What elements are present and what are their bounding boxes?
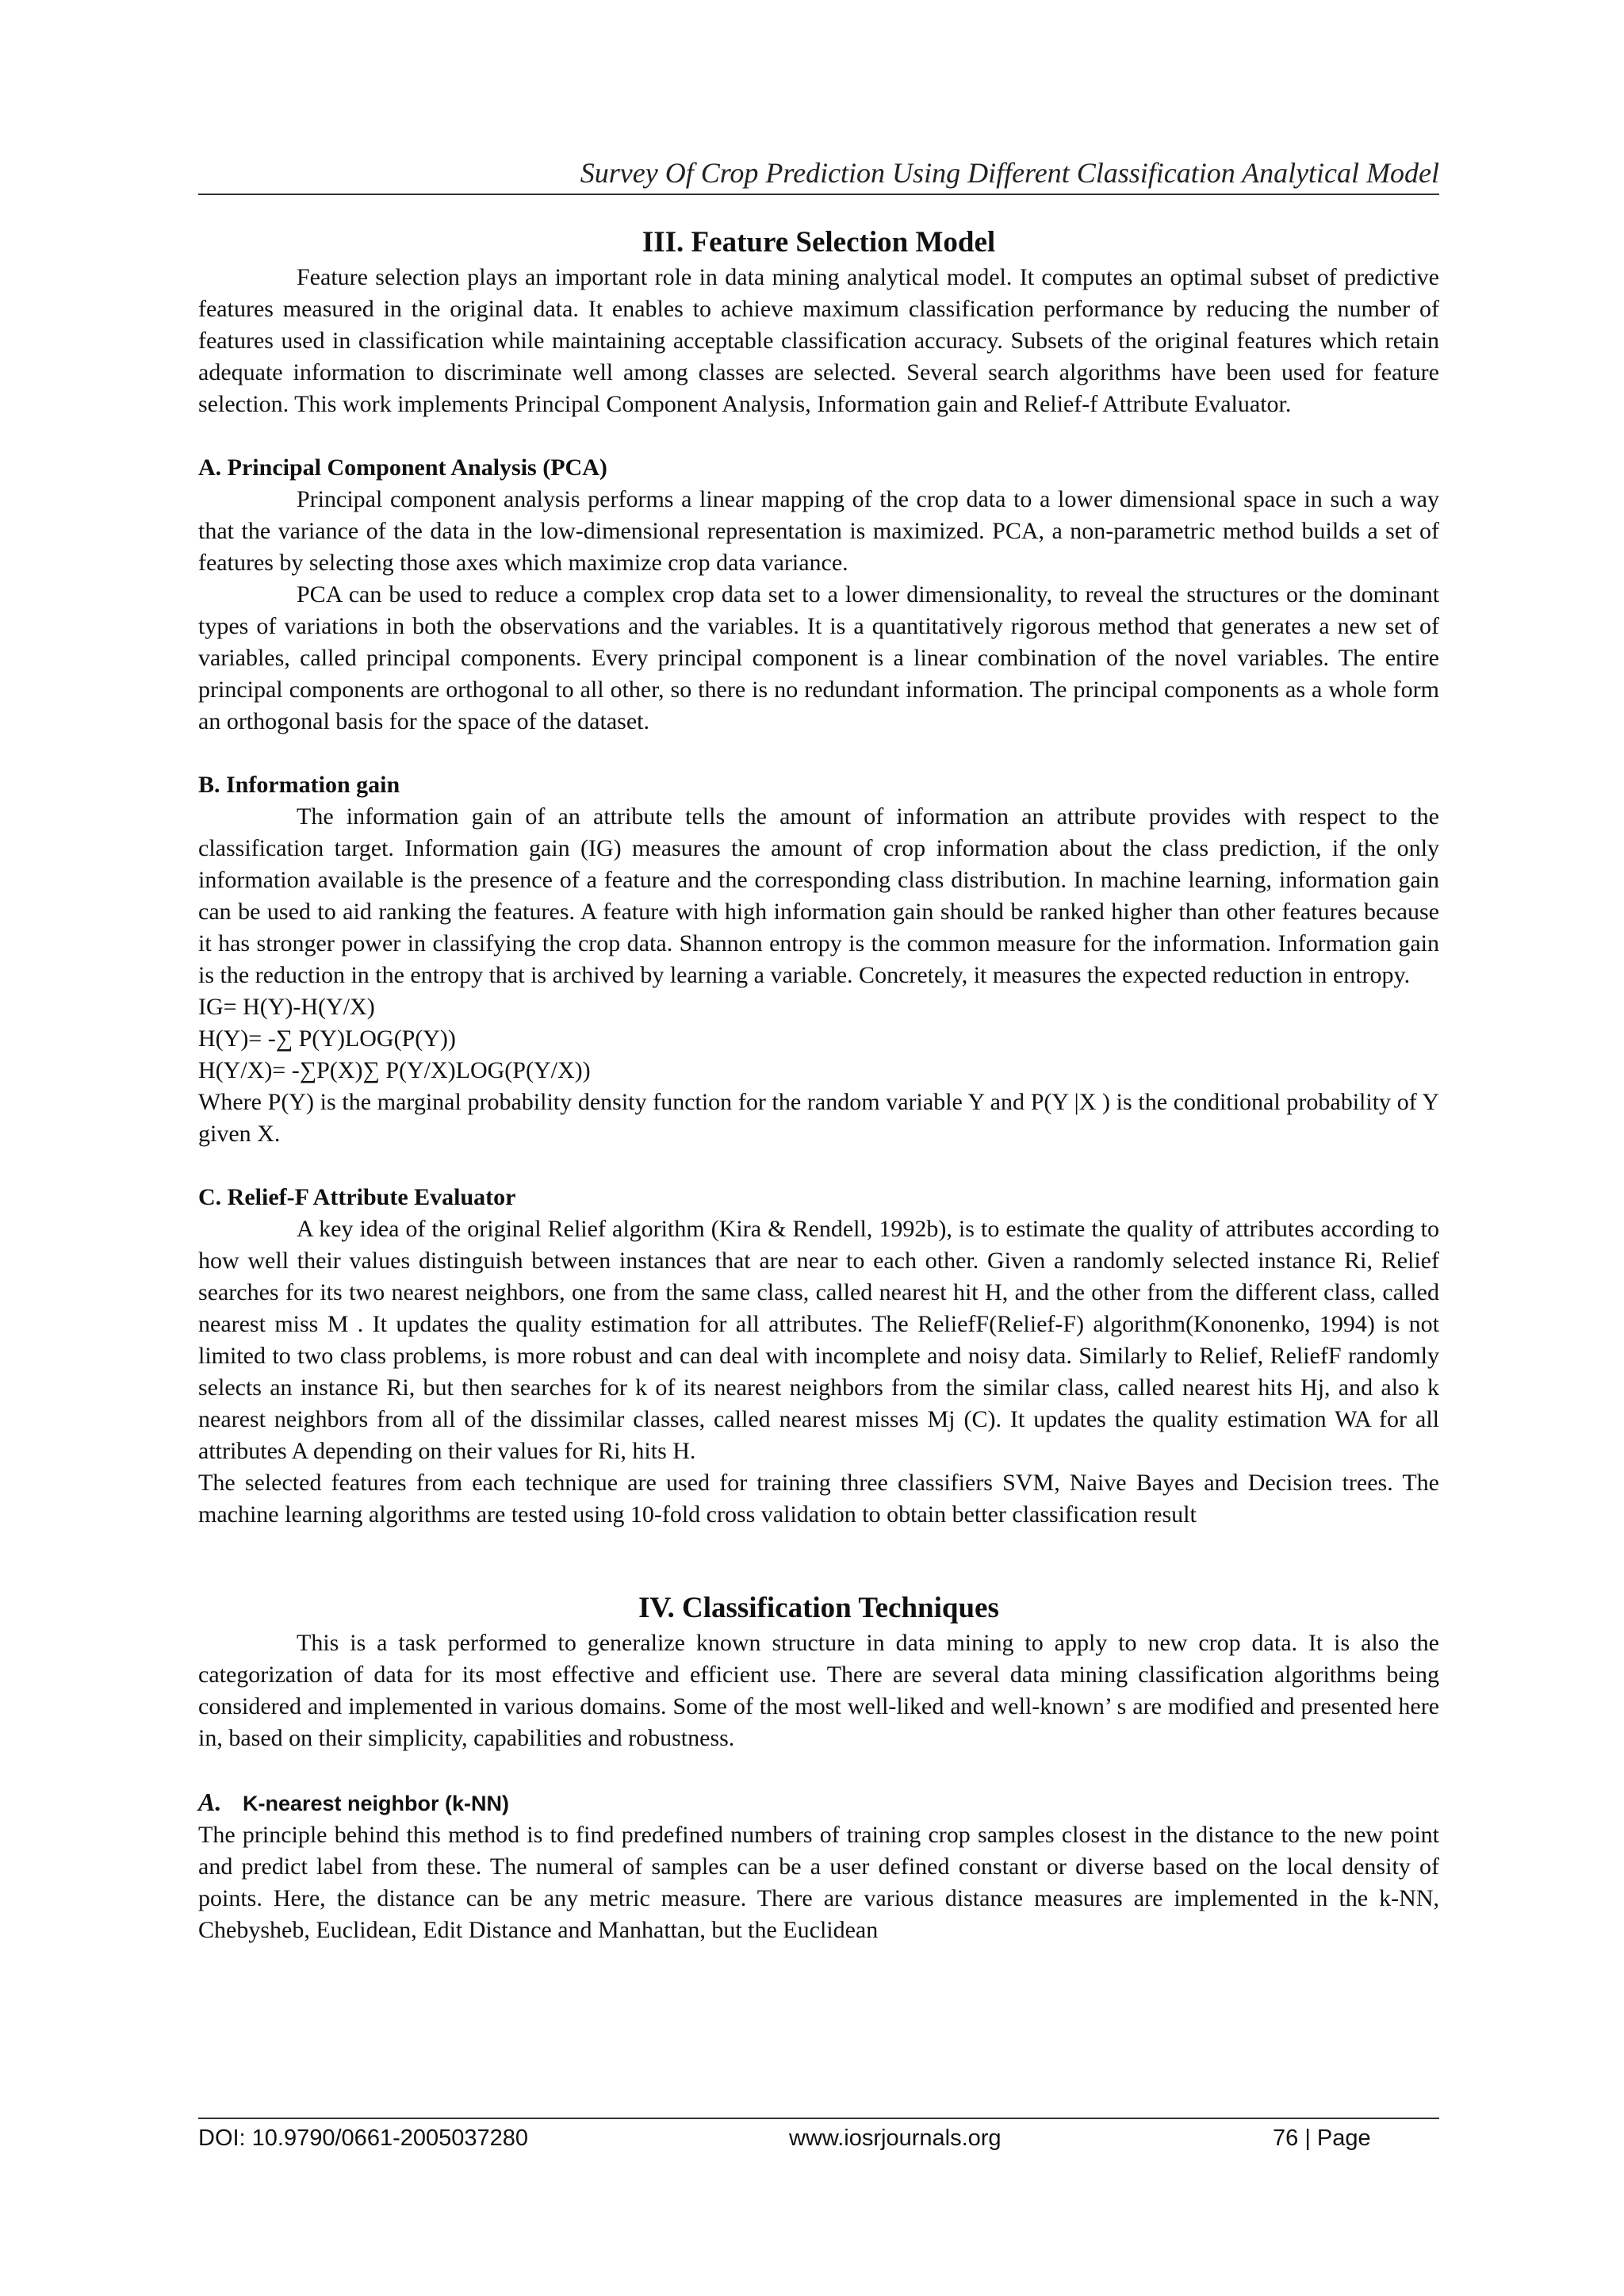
spacer	[198, 420, 1439, 452]
equation-entropy: H(Y)= -∑ P(Y)LOG(P(Y))	[198, 1025, 456, 1052]
paragraph-pca-2: PCA can be used to reduce a complex crop data set to a lower dimensionality, to reveal the structures or the dominant types of variations in both the observations and the variables. It is a quantitatively rigorous method that generates a new set of variables, called principal components. Every principal component is a linear combination of the novel variables. The entire principal components are orthogonal to all other, so there is no redundant information. The principal components as a whole form an orthogonal basis for the space of the dataset.	[198, 581, 1439, 734]
subsection-letter: A.	[198, 1788, 222, 1816]
subsection-title-relief-f: C. Relief-F Attribute Evaluator	[198, 1184, 516, 1210]
subsection-title-pca: A. Principal Component Analysis (PCA)	[198, 454, 607, 481]
footer-rule	[198, 2118, 1439, 2119]
equation-ig: IG= H(Y)-H(Y/X)	[198, 994, 375, 1020]
spacer	[198, 1531, 1439, 1591]
footer-website: www.iosrjournals.org	[789, 2125, 1002, 2151]
paragraph-feature-selection-intro: Feature selection plays an important role in data mining analytical model. It computes an optimal subset of predictive features measured in the original data. It enables to achieve maximum classification performance by reducing the number of features used in classification while maintaining acceptable classification accuracy. Subsets of the original features which retain adequate information to discriminate well among classes are selected. Several search algorithms have been used for feature selection. This work implements Principal Component Analysis, Information gain and Relief-f Attribute Evaluator.	[198, 264, 1439, 417]
section-title-classification-techniques: IV. Classification Techniques	[638, 1592, 999, 1624]
section-title-feature-selection: III. Feature Selection Model	[642, 226, 996, 259]
paragraph-pca-1: Principal component analysis performs a linear mapping of the crop data to a lower dimensional space in such a way that the variance of the data in the low-dimensional representation is maximized. PCA, a non-parametric method builds a set of features by selecting those axes which maximize crop data variance.	[198, 486, 1439, 576]
subsection-title-information-gain: B. Information gain	[198, 772, 400, 798]
paragraph-knn-1: The principle behind this method is to find predefined numbers of training crop samples closest in the distance to the new point and predict label from these. The numeral of samples can be a user defined constant or diverse based on the local density of points. Here, the distance can be any metric measure. There are various distance measures are implemented in the k-NN, Chebysheb, Euclidean, Edit Distance and Manhattan, but the Euclidean	[198, 1822, 1439, 1943]
footer-page-number: 76 | Page	[1273, 2125, 1371, 2151]
spacer	[198, 738, 1439, 769]
equation-conditional-entropy: H(Y/X)= -∑P(X)∑ P(Y/X)LOG(P(Y/X))	[198, 1057, 591, 1083]
subsection-label: K-nearest neighbor (k-NN)	[243, 1792, 510, 1815]
paragraph-information-gain-2: Where P(Y) is the marginal probability density function for the random variable Y and P(Y |X ) is the conditional probability of Y given X.	[198, 1089, 1439, 1147]
article-body	[198, 225, 1439, 1946]
paragraph-classification-intro: This is a task performed to generalize known structure in data mining to apply to new crop data. It is also the categorization of data for its most effective and efficient use. There are several data mining classification algorithms being considered and implemented in various domains. Some of the most well-liked and well-known’ s are modified and presented here in, based on their simplicity, capabilities and robustness.	[198, 1630, 1439, 1751]
spacer	[198, 1754, 1439, 1786]
subsection-title-knn	[198, 1786, 1439, 1819]
paragraph-information-gain-1: The information gain of an attribute tells the amount of information an attribute provides with respect to the classification target. Information gain (IG) measures the amount of crop information about the class prediction, if the only information available is the presence of a feature and the corresponding class distribution. In machine learning, information gain can be used to aid ranking the features. A feature with high information gain should be ranked higher than other features because it has stronger power in classifying the crop data. Shannon entropy is the common measure for the information. Information gain is the reduction in the entropy that is archived by learning a variable. Concretely, it measures the expected reduction in entropy.	[198, 803, 1439, 988]
paragraph-relief-f-2: The selected features from each technique are used for training three classifiers SVM, Naive Bayes and Decision trees. The machine learning algorithms are tested using 10-fold cross validation to obtain better classification result	[198, 1470, 1439, 1527]
paragraph-relief-f-1: A key idea of the original Relief algorithm (Kira & Rendell, 1992b), is to estimate the quality of attributes according to how well their values distinguish between instances that are near to each other. Given a randomly selected instance Ri, Relief searches for its two nearest neighbors, one from the same class, called nearest hit H, and the other from the different class, called nearest miss M . It updates the quality estimation for all attributes. The ReliefF(Relief-F) algorithm(Kononenko, 1994) is not limited to two class problems, is more robust and can deal with incomplete and noisy data. Similarly to Relief, ReliefF randomly selects an instance Ri, but then searches for k of its nearest neighbors from the similar class, called nearest hits Hj, and also k nearest neighbors from all of the dissimilar classes, called nearest misses Mj (C). It updates the quality estimation WA for all attributes A depending on their values for Ri, hits H.	[198, 1216, 1439, 1464]
header-rule	[198, 194, 1439, 195]
footer-doi: DOI: 10.9790/0661-2005037280	[198, 2125, 529, 2151]
running-header-title: Survey Of Crop Prediction Using Different Classification Analytical Model	[580, 157, 1439, 189]
spacer	[198, 1150, 1439, 1182]
